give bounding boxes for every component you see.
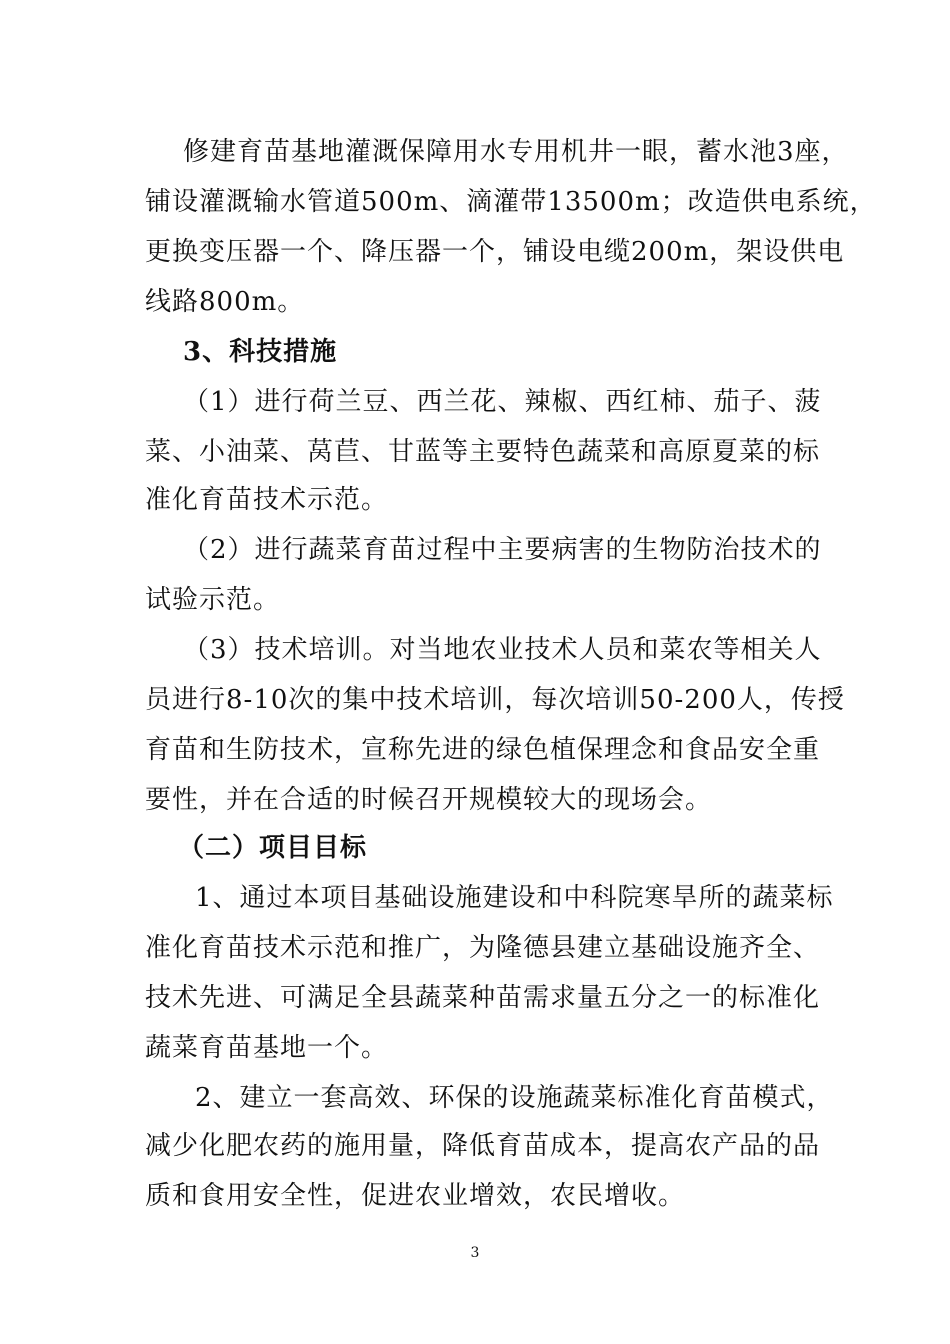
text-line: （1）进行荷兰豆、西兰花、辣椒、西红柿、茄子、菠 <box>183 387 822 417</box>
text-line: 员进行8-10次的集中技术培训，每次培训50-200人，传授 <box>145 685 845 715</box>
text-line: 质和食用安全性，促进农业增效，农民增收。 <box>145 1181 686 1211</box>
text-line: 菜、小油菜、莴苣、甘蓝等主要特色蔬菜和高原夏菜的标 <box>145 437 821 467</box>
text-line: 2、建立一套高效、环保的设施蔬菜标准化育苗模式， <box>195 1083 834 1113</box>
text-line: 准化育苗技术示范。 <box>145 485 389 515</box>
text-line: 减少化肥农药的施用量，降低育苗成本，提高农产品的品 <box>145 1131 821 1161</box>
text-line: 线路800m。 <box>145 287 305 317</box>
text-line: 试验示范。 <box>145 585 281 615</box>
section-heading: （二）项目目标 <box>178 833 368 863</box>
text-line: 更换变压器一个、降压器一个，铺设电缆200m，架设供电 <box>145 237 845 267</box>
text-line: 准化育苗技术示范和推广，为隆德县建立基础设施齐全、 <box>145 933 821 963</box>
text-line: （3）技术培训。对当地农业技术人员和菜农等相关人 <box>183 635 822 665</box>
text-line: 技术先进、可满足全县蔬菜种苗需求量五分之一的标准化 <box>145 983 821 1013</box>
text-line: （2）进行蔬菜育苗过程中主要病害的生物防治技术的 <box>183 535 822 565</box>
text-line: 修建育苗基地灌溉保障用水专用机井一眼，蓄水池3座， <box>183 137 849 167</box>
page-number: 3 <box>470 1245 480 1261</box>
text-line: 1、通过本项目基础设施建设和中科院寒旱所的蔬菜标 <box>195 883 834 913</box>
text-line: 蔬菜育苗基地一个。 <box>145 1033 389 1063</box>
text-line: 铺设灌溉输水管道500m、滴灌带13500m；改造供电系统， <box>145 187 877 217</box>
text-line: 育苗和生防技术，宣称先进的绿色植保理念和食品安全重 <box>145 735 821 765</box>
section-heading: 3、科技措施 <box>183 337 338 367</box>
text-line: 要性，并在合适的时候召开规模较大的现场会。 <box>145 785 713 815</box>
